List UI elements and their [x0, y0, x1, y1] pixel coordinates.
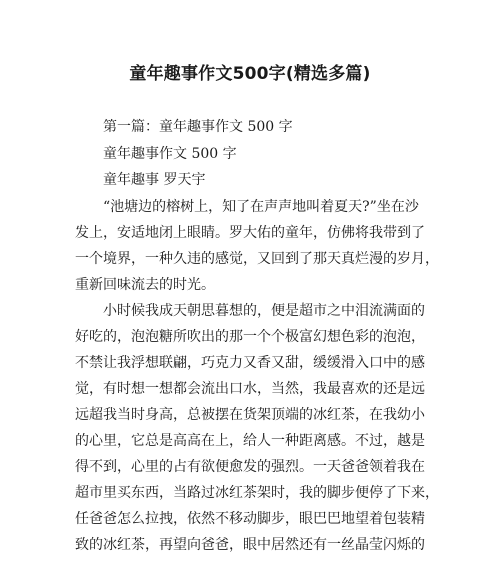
paragraph-line: 任爸爸怎么拉拽，依然不移动脚步，眼巴巴地望着包装精: [75, 511, 425, 527]
paragraph-line: 的心里，它总是高高在上，给人一种距离感。不过，越是: [75, 433, 425, 449]
paragraph-line: 一个境界，一种久违的感觉，又回到了那天真烂漫的岁月，: [75, 251, 439, 267]
paragraph-line: 觉，有时想一想都会流出口水，当然，我最喜欢的还是远: [75, 381, 425, 397]
paragraph-line: 好吃的，泡泡糖所吹出的那一个个极富幻想色彩的泡泡，: [75, 329, 425, 345]
paragraph-line: 远超我当时身高，总被摆在货架顶端的冰红茶，在我幼小: [75, 407, 425, 423]
paragraph-line: 小时候我成天朝思暮想的，便是超市之中泪流满面的: [103, 303, 425, 319]
document-title: 童年趣事作文500字(精选多篇): [129, 64, 371, 84]
paragraph-line: 致的冰红茶，再望向爸爸，眼中居然还有一丝晶莹闪烁的: [75, 537, 425, 553]
paragraph-line: 重新回味流去的时光。: [75, 277, 215, 293]
paragraph-line: 不禁让我浮想联翩，巧克力又香又甜，缓缓滑入口中的感: [75, 355, 425, 371]
section-heading: 第一篇：童年趣事作文 500 字: [103, 119, 293, 135]
paragraph-line: 超市里买东西，当路过冰红茶架时，我的脚步便停了下来，: [75, 485, 439, 501]
paragraph-line: “池塘边的榕树上，知了在声声地叫着夏天?”坐在沙: [103, 199, 419, 215]
paragraph-line: 发上，安适地闭上眼睛。罗大佑的童年，仿佛将我带到了: [75, 225, 425, 241]
essay-author-line: 童年趣事 罗天宇: [103, 172, 206, 188]
essay-title: 童年趣事作文 500 字: [103, 146, 237, 162]
paragraph-line: 得不到，心里的占有欲便愈发的强烈。一天爸爸领着我在: [75, 459, 425, 475]
